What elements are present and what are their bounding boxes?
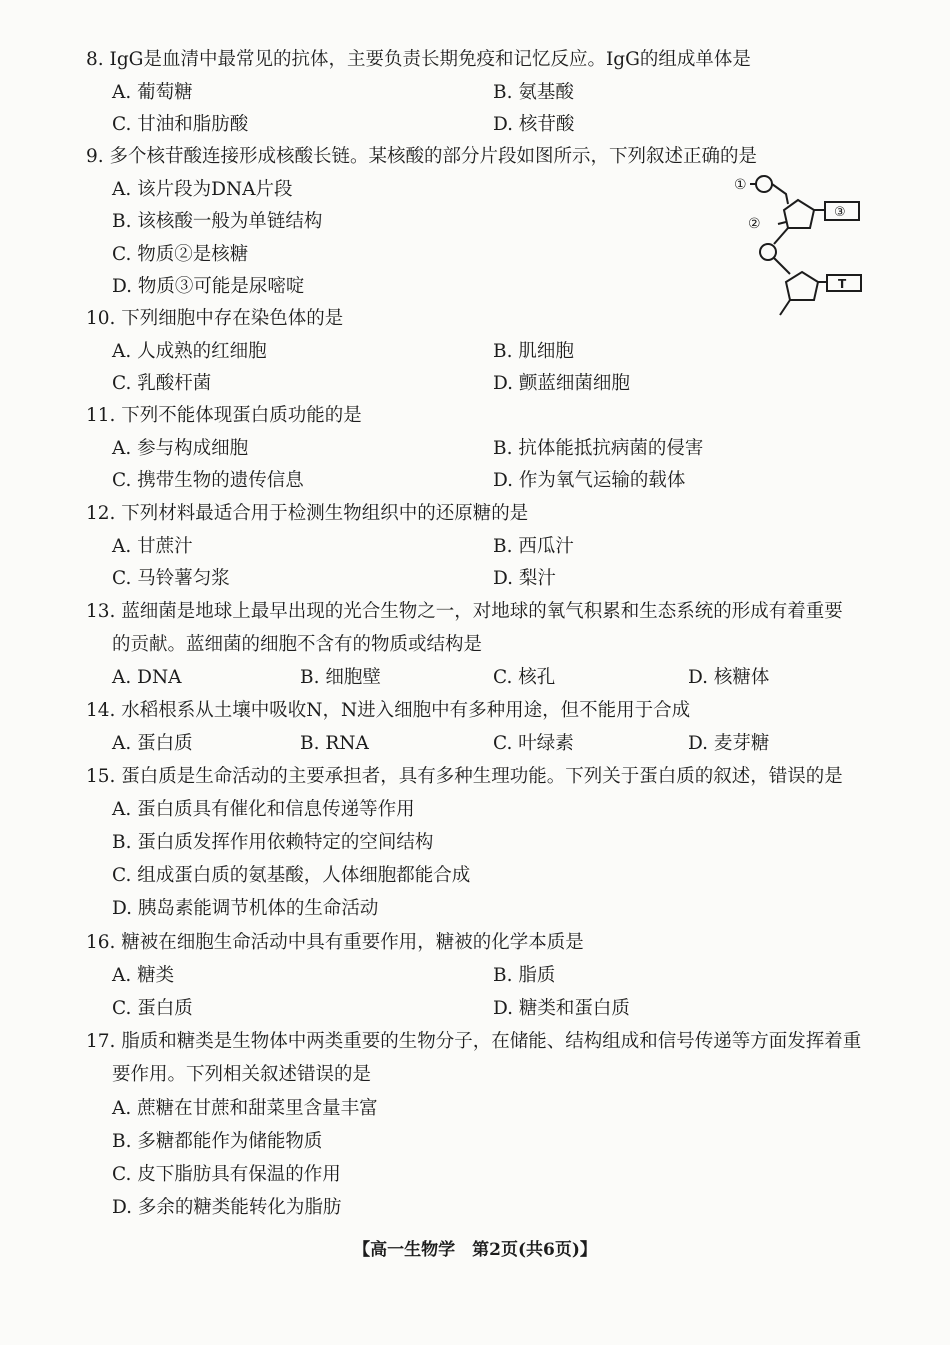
- q17-option-a: A. 蔗糖在甘蔗和甜菜里含量丰富: [112, 1098, 378, 1119]
- q10-option-a: A. 人成熟的红细胞: [112, 341, 267, 362]
- q8-option-d: D. 核苷酸: [493, 114, 575, 135]
- question-17-stem-continued: 要作用。下列相关叙述错误的是: [112, 1064, 372, 1085]
- q11-option-a: A. 参与构成细胞: [112, 438, 249, 459]
- label-3: ③: [834, 205, 846, 220]
- q13-option-b: B. 细胞壁: [300, 667, 381, 688]
- page-footer: 【高一生物学 第2页(共6页)】: [353, 1240, 597, 1260]
- q12-option-c: C. 马铃薯匀浆: [112, 568, 230, 589]
- q12-option-d: D. 梨汁: [493, 568, 556, 589]
- q16-option-a: A. 糖类: [112, 965, 175, 986]
- label-1: ①: [734, 177, 747, 193]
- base-t-label: T: [838, 277, 847, 291]
- q12-option-b: B. 西瓜汁: [493, 536, 574, 557]
- question-17-stem: 17. 脂质和糖类是生物体中两类重要的生物分子，在储能、结构组成和信号传递等方面发挥着重: [86, 1031, 862, 1052]
- question-13-stem: 13. 蓝细菌是地球上最早出现的光合生物之一，对地球的氧气积累和生态系统的形成有着重要: [86, 601, 843, 622]
- q8-option-c: C. 甘油和脂肪酸: [112, 114, 249, 135]
- q13-option-c: C. 核孔: [493, 667, 556, 688]
- q9-option-c: C. 物质②是核糖: [112, 244, 249, 265]
- q11-option-d: D. 作为氧气运输的载体: [493, 470, 686, 491]
- question-15-stem: 15. 蛋白质是生命活动的主要承担者，具有多种生理功能。下列关于蛋白质的叙述，错误的是: [86, 766, 843, 787]
- q16-option-c: C. 蛋白质: [112, 998, 193, 1019]
- question-12-stem: 12. 下列材料最适合用于检测生物组织中的还原糖的是: [86, 503, 529, 524]
- q10-option-b: B. 肌细胞: [493, 341, 574, 362]
- q8-option-b: B. 氨基酸: [493, 82, 574, 103]
- q16-option-d: D. 糖类和蛋白质: [493, 998, 630, 1019]
- q13-option-a: A. DNA: [112, 667, 182, 688]
- q17-option-b: B. 多糖都能作为储能物质: [112, 1131, 323, 1152]
- q17-option-c: C. 皮下脂肪具有保温的作用: [112, 1164, 341, 1185]
- question-9-stem: 9. 多个核苷酸连接形成核酸长链。某核酸的部分片段如图所示，下列叙述正确的是: [86, 146, 758, 167]
- q16-option-b: B. 脂质: [493, 965, 556, 986]
- q14-option-c: C. 叶绿素: [493, 733, 574, 754]
- phosphate-circle-middle: [760, 244, 776, 260]
- nucleic-acid-fragment-diagram: [730, 170, 870, 320]
- q10-option-c: C. 乳酸杆菌: [112, 373, 212, 394]
- q15-option-d: D. 胰岛素能调节机体的生命活动: [112, 898, 379, 919]
- q9-option-b: B. 该核酸一般为单链结构: [112, 211, 323, 232]
- q12-option-a: A. 甘蔗汁: [112, 536, 193, 557]
- q14-option-a: A. 蛋白质: [112, 733, 193, 754]
- question-8-stem: 8. IgG是血清中最常见的抗体，主要负责长期免疫和记忆反应。IgG的组成单体是: [86, 49, 751, 70]
- sugar-pentagon-top: [784, 200, 814, 228]
- q9-option-a: A. 该片段为DNA片段: [112, 179, 293, 200]
- question-11-stem: 11. 下列不能体现蛋白质功能的是: [86, 405, 362, 426]
- phosphate-circle-top: [756, 176, 772, 192]
- q8-option-a: A. 葡萄糖: [112, 82, 193, 103]
- q11-option-c: C. 携带生物的遗传信息: [112, 470, 304, 491]
- q15-option-c: C. 组成蛋白质的氨基酸，人体细胞都能合成: [112, 865, 471, 886]
- q14-option-d: D. 麦芽糖: [688, 733, 770, 754]
- q10-option-d: D. 颤蓝细菌细胞: [493, 373, 630, 394]
- q14-option-b: B. RNA: [300, 733, 369, 754]
- question-14-stem: 14. 水稻根系从土壤中吸收N，N进入细胞中有多种用途，但不能用于合成: [86, 700, 691, 721]
- q17-option-d: D. 多余的糖类能转化为脂肪: [112, 1197, 342, 1218]
- q15-option-b: B. 蛋白质发挥作用依赖特定的空间结构: [112, 832, 434, 853]
- q13-option-d: D. 核糖体: [688, 667, 770, 688]
- question-16-stem: 16. 糖被在细胞生命活动中具有重要作用，糖被的化学本质是: [86, 932, 584, 953]
- question-13-stem-continued: 的贡献。蓝细菌的细胞不含有的物质或结构是: [112, 634, 483, 655]
- q9-option-d: D. 物质③可能是尿嘧啶: [112, 276, 305, 297]
- label-2: ②: [748, 216, 761, 232]
- q15-option-a: A. 蛋白质具有催化和信息传递等作用: [112, 799, 415, 820]
- q11-option-b: B. 抗体能抵抗病菌的侵害: [493, 438, 704, 459]
- sugar-pentagon-bottom: [786, 272, 818, 300]
- question-10-stem: 10. 下列细胞中存在染色体的是: [86, 308, 344, 329]
